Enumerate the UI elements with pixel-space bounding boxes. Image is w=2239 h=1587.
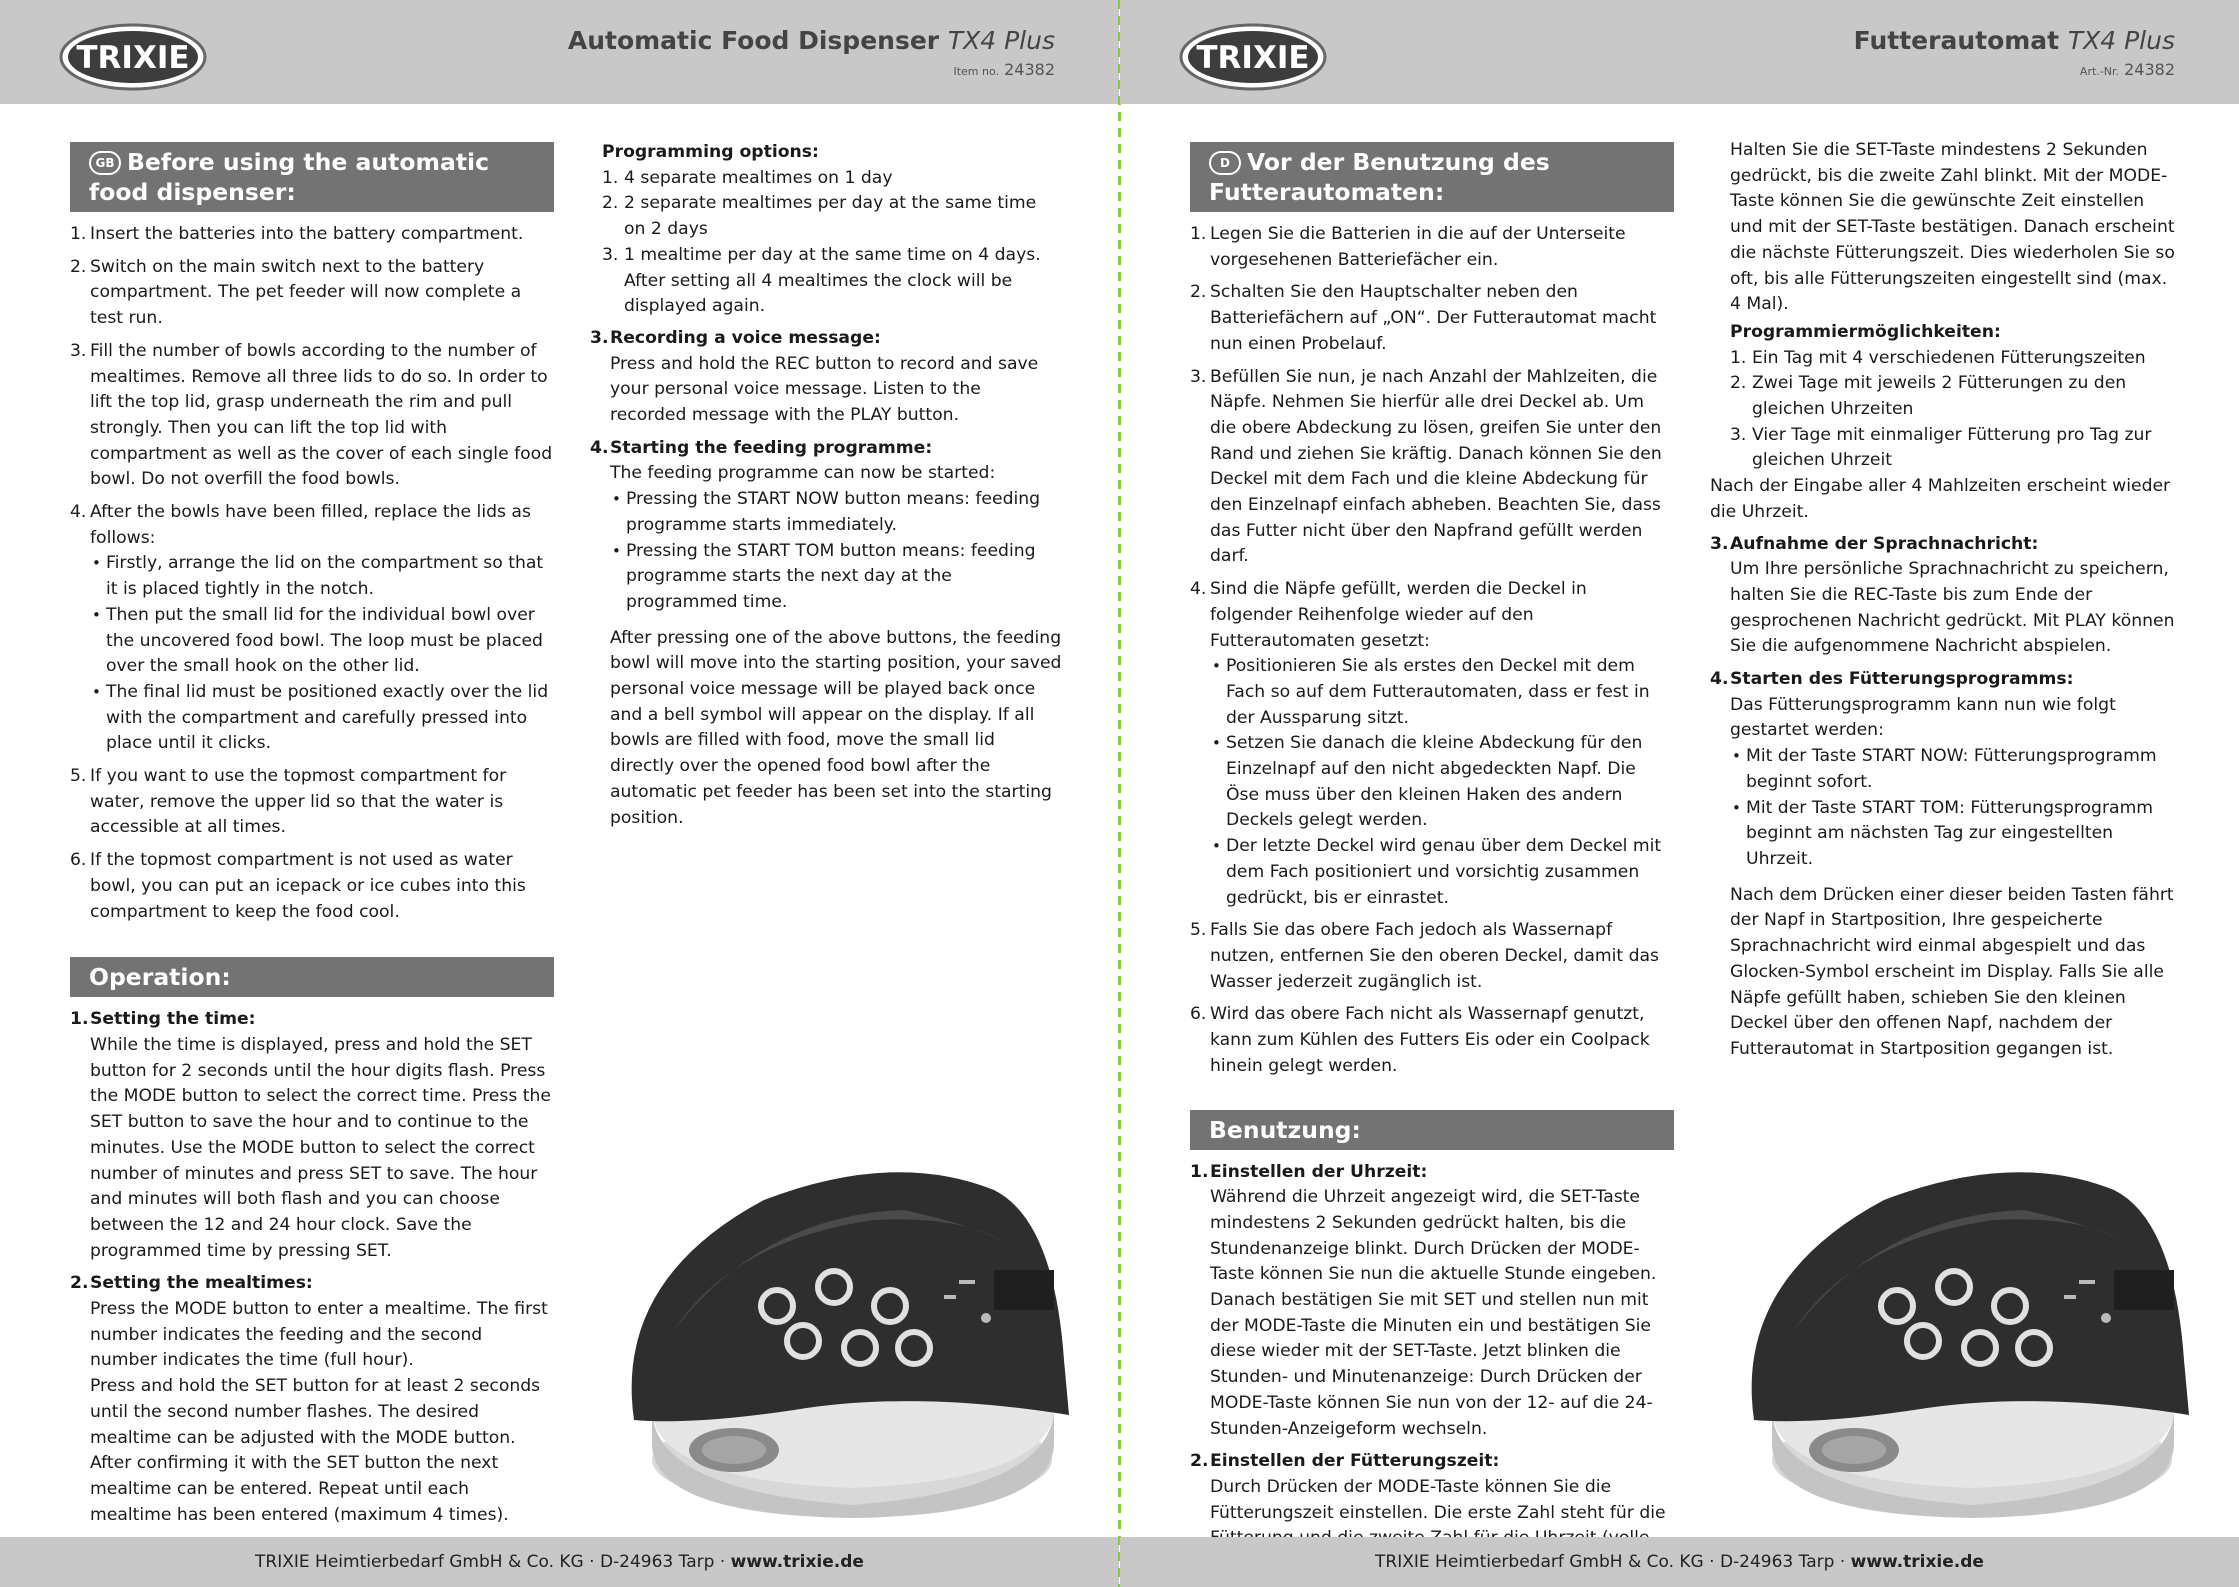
list-item [70,1271,554,1528]
programming-note: Nach der Eingabe aller 4 Mahlzeiten erscheint wieder die Uhrzeit. [1710,476,2171,522]
list-item [1730,423,2182,474]
step-text: After the bowls have been filled, replace the lids as follows: [90,502,531,548]
section-heading-text: Operation: [89,963,231,992]
item-number [2080,60,2175,79]
section-heading-operation [1190,1110,1674,1150]
product-name: Futterautomat [1853,26,2060,55]
bullet-item: • Firstly, arrange the lid on the compartment so that it is placed tightly in the notch. [90,551,554,602]
step-title: Starting the feeding programme: [610,437,933,458]
list-item [1190,1160,1674,1443]
option-text: Ein Tag mit 4 verschiedenen Fütterungszeiten [1752,347,2146,368]
option-number: 2. [602,193,619,214]
programming-options-title: Programming options: [602,142,819,162]
list-item [602,166,1062,192]
step-text: Das Fütterungsprogramm kann nun wie folgt gestartet werden: [1730,694,2116,741]
after-start-text: After pressing one of the above buttons, the feeding bowl will move into the starting position, your saved personal voice message will be played back once and a bell symbol will appear on the display. If all bowls are filled with food, move the small lid directly over the opened food bowl after the automatic pet feeder has been set into the starting position. [610,627,1062,828]
item-number [953,60,1055,79]
programming-options-title: Programmiermöglichkeiten: [1730,321,2001,342]
operation-steps-continued [1710,532,2182,1063]
step-number: 4. [590,437,609,458]
document-title [1854,26,2175,55]
start-bullets [1730,744,2182,873]
list-item [1190,918,1674,995]
section-heading-text: Vor der Benutzung des Futterautomaten: [1209,148,1550,206]
list-item [70,222,554,248]
step-text: Press and hold the SET button for at least 2 seconds until the second number flashes. The desired mealtime can be adjusted with the MODE button. After confirming it with the SET button the next mealtime can be entered. Repeat until each mealtime has been entered (maximum 4 times). [90,1376,541,1525]
list-item [602,243,1062,320]
before-use-steps [70,222,554,925]
step-text: Press and hold the REC button to record and save your personal voice message. Listen to the recorded message with the PLAY button. [610,353,1039,426]
column-left [1190,140,1674,1585]
product-model: TX4 Plus [947,26,1055,55]
option-number: 1. [1730,347,1747,368]
after-start-text: Nach dem Drücken einer dieser beiden Tasten fährt der Napf in Startposition, Ihre gespeicherte Sprachnachricht wird einmal abgespielt und das Glocken-Symbol erscheint im Display. Falls Sie alle Näpfe gefüllt haben, schieben Sie den kleinen Deckel über den offenen Napf, nachdem der Futterautomat in Startposition gegangen ist. [1730,884,2174,1059]
step-title: Aufnahme der Sprachnachricht: [1730,533,2039,554]
step-number: 1. [70,224,87,244]
list-item [1190,577,1674,911]
step-text: Durch Drücken der MODE-Taste können Sie die Fütterungszeit einstellen. Die erste Zahl steht für die [1210,1476,1666,1523]
step-number: 4. [70,502,87,523]
page-header [0,0,1119,104]
option-text: Vier Tage mit einmaliger Fütterung pro Tag zur gleichen Uhrzeit [1752,424,2152,471]
programming-options [1730,346,2182,475]
bullet-item: • Setzen Sie danach die kleine Abdeckung für den Einzelnapf auf den nicht abgedeckten Napf. Die Öse muss über den kleinen Haken des andern Deckels gelegt werden. [1210,731,1674,834]
section-heading-operation [70,957,554,997]
page-german [1120,0,2239,1587]
step-title: Einstellen der Uhrzeit: [1210,1161,1428,1182]
list-item [1730,346,2182,372]
bullet-item: • Der letzte Deckel wird genau über dem Deckel mit dem Fach positioniert und vorsichtig zusammen gedrückt, bis er einrastet. [1210,834,1674,911]
step-text: Fill the number of bowls according to the number of mealtimes. Remove all three lids to do so. In order to lift the top lid, grasp underneath the rim and pull strongly. Then you can lift the top lid with compartment as well as the cover of each single food bowl. Do not overfill the food bowls. [90,340,553,490]
list-item [602,191,1062,242]
step-number: 4. [1190,579,1207,600]
step-number: 6. [1190,1004,1207,1025]
bullet-item: • Pressing the START TOM button means: feeding programme starts the next day at the programmed time. [610,539,1062,616]
lid-bullets [90,551,554,757]
step-number: 3. [1710,533,1729,554]
footer-company: TRIXIE Heimtierbedarf GmbH & Co. KG · D-24963 Tarp · [1375,1552,1851,1572]
column-right [590,140,1062,838]
item-number-value: 24382 [2124,60,2175,79]
start-bullets [610,487,1062,616]
bullet-item: • Pressing the START NOW button means: feeding programme starts immediately. [610,487,1062,538]
list-item [1730,371,2182,422]
operation-steps [70,1007,554,1528]
step-text: Schalten Sie den Hauptschalter neben den Batteriefächern auf „ON“. Der Futterautomat macht nun einen Probelauf. [1210,282,1657,354]
language-badge-d: D [1209,151,1241,175]
language-badge-gb: GB [89,151,121,175]
step-text: Sind die Näpfe gefüllt, werden die Deckel in folgender Reihenfolge wieder auf den Futterautomaten gesetzt: [1210,579,1587,651]
before-use-steps [1190,222,1674,1080]
option-text: Zwei Tage mit jeweils 2 Fütterungen zu den gleichen Uhrzeiten [1752,373,2127,420]
option-number: 1. [602,167,619,188]
feeder-device-image [614,1160,1070,1520]
step-title: Setting the time: [90,1009,256,1030]
document-title [568,26,1055,55]
step-number: 2. [1190,1451,1209,1472]
trixie-logo [58,22,208,92]
step-text: Wird das obere Fach nicht als Wassernapf genutzt, kann zum Kühlen des Futters Eis oder ein Coolpack hinein gelegt werden. [1210,1004,1650,1076]
list-item [1190,222,1674,273]
trixie-logo [1178,22,1328,92]
list-item [70,339,554,493]
step-number: 3. [70,340,87,361]
step-number: 2. [70,256,87,277]
footer-website-link[interactable]: www.trixie.de [730,1552,864,1572]
item-number-label: Art.-Nr. [2079,65,2119,78]
page-footer [1120,1537,2239,1587]
list-item [1190,365,1674,571]
step-text: Falls Sie das obere Fach jedoch als Wassernapf nutzen, entfernen Sie den oberen Deckel, damit das Wasser jederzeit zugänglich ist. [1210,920,1659,992]
list-item [70,500,554,757]
bullet-item: • Positionieren Sie als erstes den Deckel mit dem Fach so auf dem Futterautomaten, dass er fest in der Aussparung sitzt. [1210,654,1674,731]
section-heading-before-use [70,142,554,212]
step-number: 1. [1190,1161,1209,1182]
bullet-item: • The final lid must be positioned exactly over the lid with the compartment and carefully pressed into place until it clicks. [90,680,554,757]
step-number: 2. [1190,282,1207,303]
list-item [70,1007,554,1264]
programming-options [602,166,1062,320]
step-title: Starten des Fütterungsprogramms: [1730,669,2074,690]
step-text: Switch on the main switch next to the battery compartment. The pet feeder will now complete a test run. [90,256,522,329]
option-number: 2. [1730,373,1747,394]
step-text: Während die Uhrzeit angezeigt wird, die SET-Taste mindestens 2 Sekunden gedrückt halten, bis die Stundenanzeige blinkt. Durch Drücken der MODE-Taste können Sie nun die aktuelle Stunde eingeben. Danach bestätigen Sie mit SET und stellen nun mit der MODE-Taste die Minuten ein und bestätigen Sie diese wieder mit der SET-Taste. Jetzt blinken die Stunden- und Minutenanzeige: Durch Drücken der MODE-Taste können Sie nun von der 12- auf die 24-Stunden-Anzeigeform wechseln. [1210,1187,1657,1439]
step-number: 5. [1190,920,1207,941]
step-number: 6. [70,850,87,871]
option-text: 4 separate mealtimes on 1 day [624,167,893,188]
step-title: Einstellen der Fütterungszeit: [1210,1451,1500,1472]
page-footer [0,1537,1119,1587]
step-text: While the time is displayed, press and hold the SET button for 2 seconds until the hour digits flash. Press the MODE button to select the correct time. Press the SET button to save the hour and to continue to the minutes. Use the MODE button to select the correct number of minutes and press SET to save. The hour and minutes will both flash and you can choose between the 12 and 24 hour clock. Save the programmed time by pressing SET. [90,1034,551,1261]
list-item [590,436,1062,832]
step-text: Legen Sie die Batterien in die auf der Unterseite vorgesehenen Batteriefächer ein. [1210,224,1626,270]
section-heading-before-use [1190,142,1674,212]
section-heading-text: Benutzung: [1209,1115,1361,1144]
list-item [1190,280,1674,357]
lid-bullets [1210,654,1674,911]
step-number: 4. [1710,669,1729,690]
step-text: If you want to use the topmost compartment for water, remove the upper lid so that the water is accessible at all times. [90,766,507,838]
step-text: If the topmost compartment is not used as water bowl, you can put an icepack or ice cubes into this compartment to keep the food cool. [90,850,526,922]
step-text: Befüllen Sie nun, je nach Anzahl der Mahlzeiten, die Näpfe. Nehmen Sie hierfür alle drei Deckel ab. Um die obere Abdeckung zu lösen, greifen Sie unter den Rand und ziehen Sie kräftig. Danach können Sie den Deckel mit dem Fach und die kleine Abdeckung für den Einzelnapf einfach abheben. Beachten Sie, dass das Futter nicht über den Napfrand gefüllt werden darf. [1210,366,1662,567]
list-item [70,255,554,332]
bullet-item: • Mit der Taste START NOW: Fütterungsprogramm beginnt sofort. [1730,744,2182,795]
step-number: 1. [70,1009,89,1030]
page-english [0,0,1119,1587]
step-number: 3. [1190,366,1207,387]
step-title: Setting the mealtimes: [90,1273,313,1294]
step-number: 2. [70,1273,89,1294]
option-number: 3. [1730,424,1747,445]
item-number-label: Item no. [953,65,999,78]
option-number: 3. [602,244,619,265]
column-right [1710,138,2182,1070]
feeder-device-image [1734,1160,2190,1520]
list-item [1710,532,2182,661]
step-text: Insert the batteries into the battery compartment. [90,224,524,244]
bullet-item: • Mit der Taste START TOM: Fütterungsprogramm beginnt am nächsten Tag zur eingestellten Uhrzeit. [1730,796,2182,873]
step-text: Press the MODE button to enter a mealtime. The first number indicates the feeding and the second number indicates the time (full hour). [90,1299,548,1371]
option-text: 1 mealtime per day at the same time on 4 days. After setting all 4 mealtimes the clock will be displayed again. [624,244,1041,317]
footer-company: TRIXIE Heimtierbedarf GmbH & Co. KG · D-24963 Tarp · [255,1552,731,1572]
operation-steps [1190,1160,1674,1578]
step-text: Um Ihre persönliche Sprachnachricht zu speichern, halten Sie die REC-Taste bis zum Ende der gesprochenen Nachricht gedrückt. Mit PLAY können Sie die aufgenommene Nachricht abspielen. [1730,559,2175,657]
list-item [1710,667,2182,1063]
step-title: Recording a voice message: [610,327,881,348]
operation-steps-continued [590,326,1062,831]
product-model: TX4 Plus [2067,26,2175,55]
footer-website-link[interactable]: www.trixie.de [1850,1552,1984,1572]
column-left [70,140,554,1535]
step-number: 3. [590,327,609,348]
list-item [590,326,1062,429]
list-item [70,848,554,925]
list-item [1190,1002,1674,1079]
option-text: 2 separate mealtimes per day at the same time on 2 days [624,193,1037,240]
step-text-continued: Halten Sie die SET-Taste mindestens 2 Sekunden gedrückt, bis die zweite Zahl blinkt. Mit der MODE-Taste können Sie die gewünschte Zeit einstellen und mit der SET-Taste bestätigen. Danach erscheint die nächste Fütterungszeit. Dies wiederholen Sie so oft, bis alle Fütterungszeiten eingestellt sind (max. 4 Mal). [1730,140,2175,315]
product-name: Automatic Food Dispenser [567,26,940,55]
list-item [70,764,554,841]
step-number: 5. [70,766,87,787]
step-text: The feeding programme can now be started: [610,463,996,484]
step-number: 1. [1190,224,1207,244]
item-number-value: 24382 [1004,60,1055,79]
page-header [1120,0,2239,104]
bullet-item: • Then put the small lid for the individual bowl over the uncovered food bowl. The loop must be placed over the small hook on the other lid. [90,603,554,680]
section-heading-text: Before using the automatic food dispenser: [89,148,490,206]
